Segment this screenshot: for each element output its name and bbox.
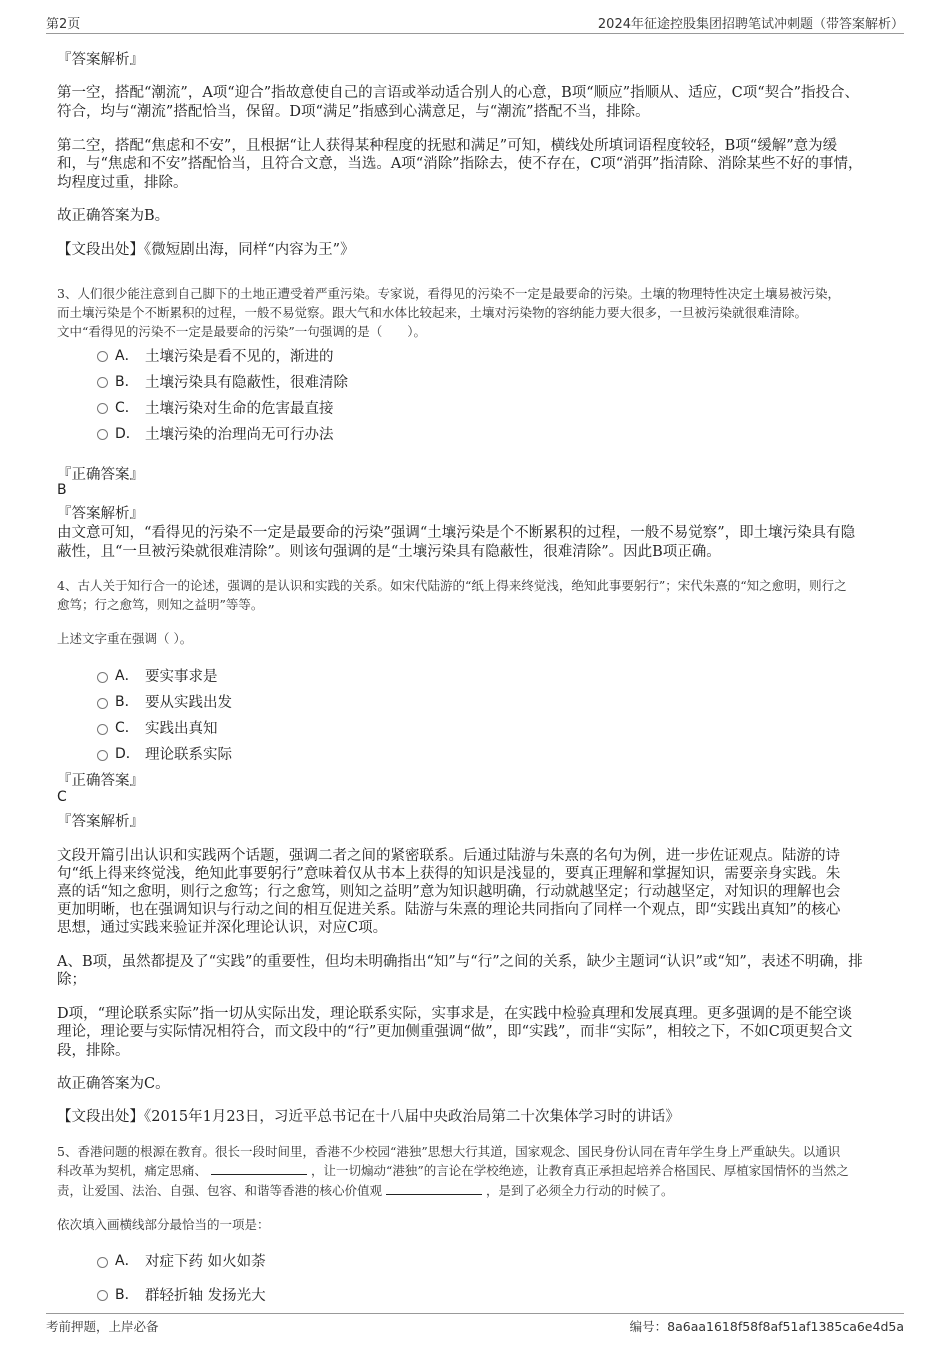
option-text[interactable]: 土壤污染对生命的危害最直接 — [145, 401, 334, 417]
option-radio-d[interactable] — [97, 750, 108, 761]
analysis-text: 第一空，搭配“潮流”，A项“迎合”指故意使自己的言语或举动适合别人的心意，B项“顺应”指顺从、适应，C项“契合”指投合、 — [57, 85, 860, 101]
question-stem: 5、香港问题的根源在教育。很长一段时间里，香港不少校园“港独”思想大行其道，国家观念、国民身份认同在青年学生身上严重缺失。以通识 — [57, 1144, 841, 1159]
analysis-text: 段，排除。 — [57, 1043, 130, 1059]
question-stem: 愈笃；行之愈笃，则知之益明”等等。 — [57, 597, 264, 612]
option-text[interactable]: 土壤污染的治理尚无可行办法 — [145, 427, 334, 443]
analysis-text: 和，与“焦虑和不安”搭配恰当，且符合文意，当选。A项“消除”指除去，使不存在，C项“消弭”指清除、消除某些不好的事情， — [57, 156, 863, 172]
option-letter: D． — [115, 426, 140, 442]
question-stem — [57, 1181, 674, 1199]
analysis-text: 第二空，搭配“焦虑和不安”，且根据“让人获得某种程度的抚慰和满足”可知，横线处所填词语程度较轻，B项“缓解”意为缓 — [57, 138, 838, 154]
option-radio-a[interactable] — [97, 672, 108, 683]
conclusion: 故正确答案为B。 — [57, 208, 170, 224]
analysis-text: 思想，通过实践来验证并深化理论认识，对应C项。 — [57, 920, 388, 936]
question-stem: 文中“看得见的污染不一定是最要命的污染”一句强调的是（ ）。 — [57, 324, 427, 339]
option-text[interactable]: 对症下药 如火如荼 — [145, 1254, 266, 1270]
question-prompt: 上述文字重在强调（ ）。 — [57, 631, 193, 646]
correct-answer: C — [57, 789, 67, 805]
option-text[interactable]: 理论联系实际 — [145, 747, 232, 763]
fill-blank-2 — [386, 1182, 482, 1195]
option-letter: C． — [115, 720, 139, 736]
analysis-text: D项，“理论联系实际”指一切从实际出发，理论联系实际，实事求是，在实践中检验真理和发展真理。更多强调的是不能空谈 — [57, 1006, 852, 1022]
option-letter: A． — [115, 348, 139, 364]
option-text[interactable]: 要实事求是 — [145, 669, 218, 685]
footer-slogan: 考前押题，上岸必备 — [46, 1319, 159, 1334]
question-stem: 而土壤污染是个不断累积的过程，一般不易觉察。跟大气和水体比较起来，土壤对污染物的容纳能力要大很多，一旦被污染就很难清除。 — [57, 305, 808, 320]
option-letter: A． — [115, 668, 139, 684]
analysis-text: 句“纸上得来终觉浅，绝知此事要躬行”意味着仅从书本上获得的知识是浅显的，要真正理解和掌握知识，需要亲身实践。朱 — [57, 866, 841, 882]
option-radio-c[interactable] — [97, 724, 108, 735]
option-letter: B． — [115, 694, 139, 710]
option-letter: D． — [115, 746, 140, 762]
question-stem: 4、古人关于知行合一的论述，强调的是认识和实践的关系。如宋代陆游的“纸上得来终觉浅，绝知此事要躬行”；宋代朱熹的“知之愈明，则行之 — [57, 578, 847, 593]
page-footer — [46, 1313, 904, 1334]
answer-label: 『正确答案』 — [57, 773, 144, 789]
question-stem — [57, 1161, 849, 1179]
document-title: 2024年征途控股集团招聘笔试冲刺题（带答案解析） — [597, 17, 904, 32]
answer-label: 『正确答案』 — [57, 467, 144, 483]
analysis-text: 符合，均与“潮流”搭配恰当，保留。D项“满足”指感到心满意足，与“潮流”搭配不当，排除。 — [57, 104, 650, 120]
option-letter: B． — [115, 1287, 139, 1303]
option-text[interactable]: 土壤污染具有隐蔽性，很难清除 — [145, 375, 348, 391]
option-radio-d[interactable] — [97, 429, 108, 440]
option-letter: C． — [115, 400, 139, 416]
option-text[interactable]: 土壤污染是看不见的，渐进的 — [145, 349, 334, 365]
question-prompt: 依次填入画横线部分最恰当的一项是： — [57, 1217, 270, 1232]
fill-blank-1 — [211, 1162, 307, 1175]
option-radio-b[interactable] — [97, 1290, 108, 1301]
source-citation: 【文段出处】《微短剧出海，同样“内容为王”》 — [57, 242, 355, 258]
analysis-label: 『答案解析』 — [57, 814, 144, 830]
stem-fragment: ，让一切煽动“港独”的言论在学校绝迹，让教育真正承担起培养合格国民、厚植家国情怀的当然之 — [310, 1163, 849, 1178]
page-header — [46, 13, 904, 34]
analysis-text: 蔽性，且“一旦被污染就很难清除”。则该句强调的是“土壤污染具有隐蔽性，很难清除”。因此B项正确。 — [57, 544, 721, 560]
analysis-label: 『答案解析』 — [57, 506, 144, 522]
option-text[interactable]: 实践出真知 — [145, 721, 218, 737]
analysis-text: 除； — [57, 972, 86, 988]
analysis-text: 均程度过重，排除。 — [57, 175, 188, 191]
option-text[interactable]: 要从实践出发 — [145, 695, 232, 711]
stem-fragment: ，是到了必须全力行动的时候了。 — [485, 1183, 674, 1198]
analysis-text: A、B项，虽然都提及了“实践”的重要性，但均未明确指出“知”与“行”之间的关系，缺少主题词“认识”或“知”，表述不明确，排 — [57, 954, 863, 970]
stem-fragment: 科改革为契机，痛定思痛、 — [57, 1163, 208, 1178]
question-stem: 3、人们很少能注意到自己脚下的土地正遭受着严重污染。专家说，看得见的污染不一定是最要命的污染。土壤的物理特性决定土壤易被污染， — [57, 286, 840, 301]
analysis-label: 『答案解析』 — [57, 52, 144, 68]
page-number: 第2页 — [46, 17, 81, 32]
option-radio-b[interactable] — [97, 377, 108, 388]
analysis-text: 理论，理论要与实际情况相符合，而文段中的“行”更加侧重强调“做”，即“实践”，而非“实际”，相较之下，不如C项更契合文 — [57, 1024, 853, 1040]
option-text[interactable]: 群轻折轴 发扬光大 — [145, 1288, 266, 1304]
source-citation: 【文段出处】《2015年1月23日，习近平总书记在十八届中央政治局第二十次集体学习时的讲话》 — [57, 1109, 680, 1125]
option-letter: A． — [115, 1253, 139, 1269]
option-radio-a[interactable] — [97, 351, 108, 362]
analysis-text: 熹的话“知之愈明，则行之愈笃；行之愈笃，则知之益明”意为知识越明确，行动就越坚定；行动越坚定，对知识的理解也会 — [57, 884, 841, 900]
analysis-text: 更加明晰，也在强调知识与行动之间的相互促进关系。陆游与朱熹的理论共同指向了同样一个观点，即“实践出真知”的核心 — [57, 902, 841, 918]
document-serial: 编号：8a6aa1618f58f8af51af1385ca6e4d5a — [629, 1319, 904, 1334]
option-radio-c[interactable] — [97, 403, 108, 414]
correct-answer: B — [57, 482, 67, 498]
conclusion: 故正确答案为C。 — [57, 1076, 170, 1092]
analysis-text: 文段开篇引出认识和实践两个话题，强调二者之间的紧密联系。后通过陆游与朱熹的名句为例，进一步佐证观点。陆游的诗 — [57, 848, 840, 864]
option-letter: B． — [115, 374, 139, 390]
stem-fragment: 责，让爱国、法治、自强、包容、和谐等香港的核心价值观 — [57, 1183, 383, 1198]
option-radio-b[interactable] — [97, 698, 108, 709]
option-radio-a[interactable] — [97, 1257, 108, 1268]
analysis-text: 由文意可知，“看得见的污染不一定是最要命的污染”强调“土壤污染是个不断累积的过程，一般不易觉察”，即土壤污染具有隐 — [57, 525, 856, 541]
